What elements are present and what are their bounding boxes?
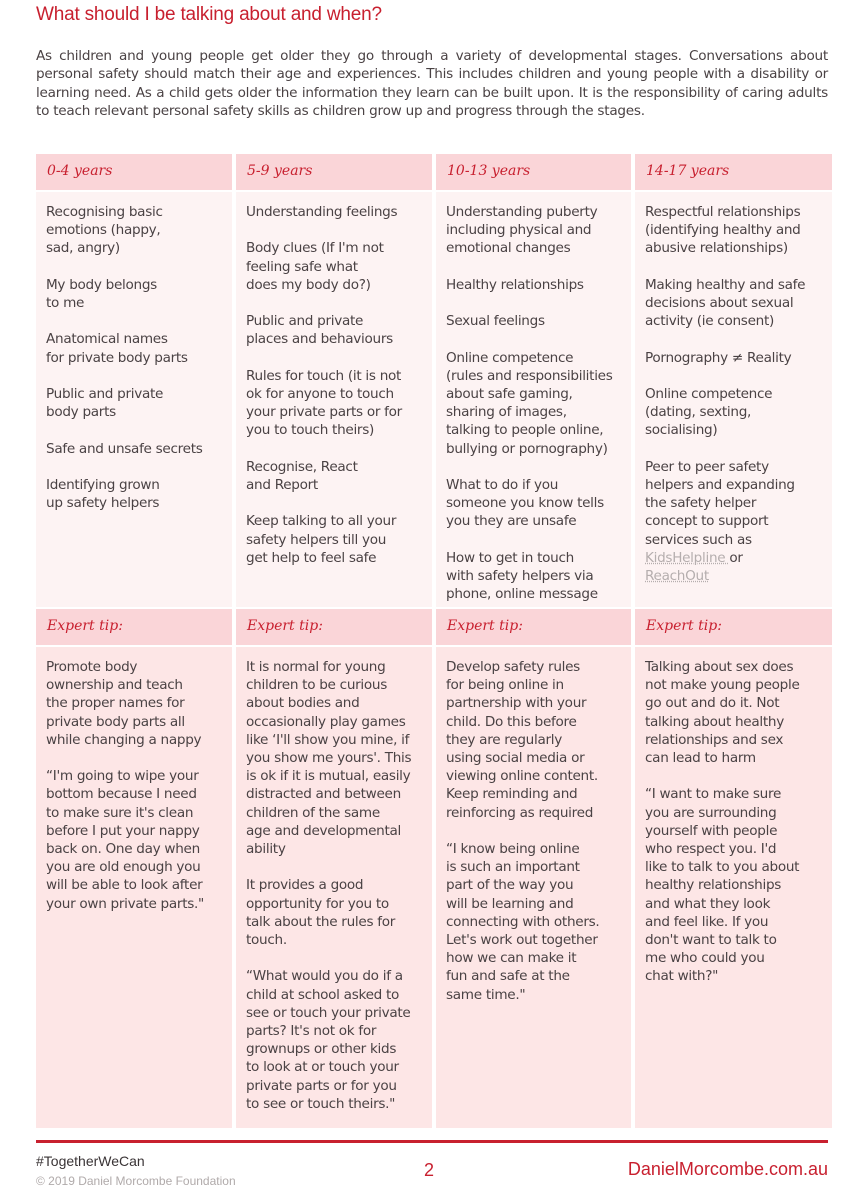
footer-divider xyxy=(36,1140,828,1143)
topic-item: Sexual feelings xyxy=(446,313,545,330)
topics-0-4 xyxy=(36,192,232,607)
tip-quote: “I want to make sure you are surrounding yourself with people who respect you. I'd like to talk to you about healthy relationships and what they look and feel like. If you don't want to talk to me who could you chat with?" xyxy=(645,786,800,985)
topics-14-17 xyxy=(635,192,832,607)
age-header-14-17: 14-17 years xyxy=(635,154,832,190)
tip-quote: “I'm going to wipe your bottom because I need to make sure it's clean before I put your nappy back on. One day when you are old enough you will be able to look after your own private parts." xyxy=(46,768,204,912)
tip-item: It is normal for young children to be curious about bodies and occasionally play games like ‘I'll show you mine, if you show me yours'. This is ok if it is mutual, easily distracted and between children of the same age and developmental ability xyxy=(246,659,412,858)
age-stage-table xyxy=(36,154,828,1128)
topics-10-13 xyxy=(436,192,631,607)
topic-item: Identifying grown up safety helpers xyxy=(46,476,160,512)
tip-item: It provides a good opportunity for you to talk about the rules for touch. xyxy=(246,877,396,949)
age-header-5-9: 5-9 years xyxy=(236,154,432,190)
topic-item: Understanding feelings xyxy=(246,204,398,220)
topic-item: Making healthy and safe decisions about sexual activity (ie consent) xyxy=(645,276,806,330)
page-title: What should I be talking about and when? xyxy=(36,4,382,25)
topic-item: Recognise, React and Report xyxy=(246,458,358,493)
tip-item: Talking about sex does not make young people go out and do it. Not talking about healthy relationships and sex can lead to harm xyxy=(645,659,800,767)
age-header-0-4: 0-4 years xyxy=(36,154,232,190)
topic-item: Keep talking to all your safety helpers till you get help to feel safe xyxy=(246,513,397,566)
topic-item: Public and private places and behaviours xyxy=(246,313,393,348)
topic-item: Healthy relationships xyxy=(446,276,584,293)
topic-item: How to get in touch with safety helpers via phone, online message xyxy=(446,549,598,603)
topic-item: Anatomical names for private body parts xyxy=(46,331,188,366)
tip-item: Promote body ownership and teach the proper names for private body parts all while changing a nappy xyxy=(46,659,202,748)
website-link[interactable]: DanielMorcombe.com.au xyxy=(627,1159,828,1179)
topic-item: Rules for touch (it is not ok for anyone to touch your private parts or for you to touch theirs) xyxy=(246,367,402,439)
topic-item: Recognising basic emotions (happy, sad, angry) xyxy=(46,204,163,257)
kidshelpline-link[interactable]: KidsHelpline xyxy=(645,549,730,566)
tips-0-4 xyxy=(36,647,232,1128)
topic-item: Online competence (rules and responsibilities about safe gaming, sharing of images, talking to people online, bullying or pornography) xyxy=(446,349,613,457)
age-header-10-13: 10-13 years xyxy=(436,154,631,190)
topic-item: Body clues (If I'm not feeling safe what does my body do?) xyxy=(246,240,384,293)
topic-text: Peer to peer safety helpers and expanding the safety helper concept to support services such as xyxy=(645,458,795,548)
expert-tip-header-5-9: Expert tip: xyxy=(236,609,432,645)
tip-quote: “What would you do if a child at school asked to see or touch your private parts? It's not ok for grownups or other kids to look at or touch your private parts or for you to see or touch theirs." xyxy=(246,968,411,1112)
expert-tip-header-14-17: Expert tip: xyxy=(635,609,832,645)
tips-14-17 xyxy=(635,647,832,1128)
footer-hashtag: #TogetherWeCan xyxy=(36,1153,145,1169)
reachout-link[interactable]: ReachOut xyxy=(645,568,709,584)
topic-item: Safe and unsafe secrets xyxy=(46,440,203,457)
topic-item: Respectful relationships (identifying healthy and abusive relationships) xyxy=(645,204,801,257)
expert-tip-header-10-13: Expert tip: xyxy=(436,609,631,645)
topic-item: Public and private body parts xyxy=(46,385,164,421)
expert-tip-header-0-4: Expert tip: xyxy=(36,609,232,645)
tips-10-13 xyxy=(436,647,631,1128)
topic-item: My body belongs to me xyxy=(46,276,157,311)
topics-5-9 xyxy=(236,192,432,607)
footer-copyright: © 2019 Daniel Morcombe Foundation xyxy=(36,1174,236,1188)
intro-paragraph: As children and young people get older they go through a variety of developmental stages. Conversations about personal safety should match their age and experiences. This includes children and young people with a disability or learning need. As a child gets older the information they learn can be built upon. It is the responsibility of caring adults to teach relevant personal safety skills as children grow up and progress through the stages. xyxy=(36,48,828,119)
tip-quote: “I know being online is such an important part of the way you will be learning and connecting with others. Let's work out together how we can make it fun and safe at the same time." xyxy=(446,841,600,1003)
tips-5-9 xyxy=(236,647,432,1128)
topic-item: Online competence (dating, sexting, socialising) xyxy=(645,385,773,439)
topic-item-support-services xyxy=(645,458,826,585)
page-number: 2 xyxy=(424,1160,435,1180)
tip-item: Develop safety rules for being online in partnership with your child. Do this before they are regularly using social media or viewing online content. Keep reminding and reinforcing as required xyxy=(446,659,598,821)
topic-item: Understanding puberty including physical and emotional changes xyxy=(446,204,598,257)
topic-item: Pornography ≠ Reality xyxy=(645,349,792,366)
topic-item: What to do if you someone you know tells you they are unsafe xyxy=(446,476,604,530)
link-joiner: or xyxy=(729,549,743,566)
